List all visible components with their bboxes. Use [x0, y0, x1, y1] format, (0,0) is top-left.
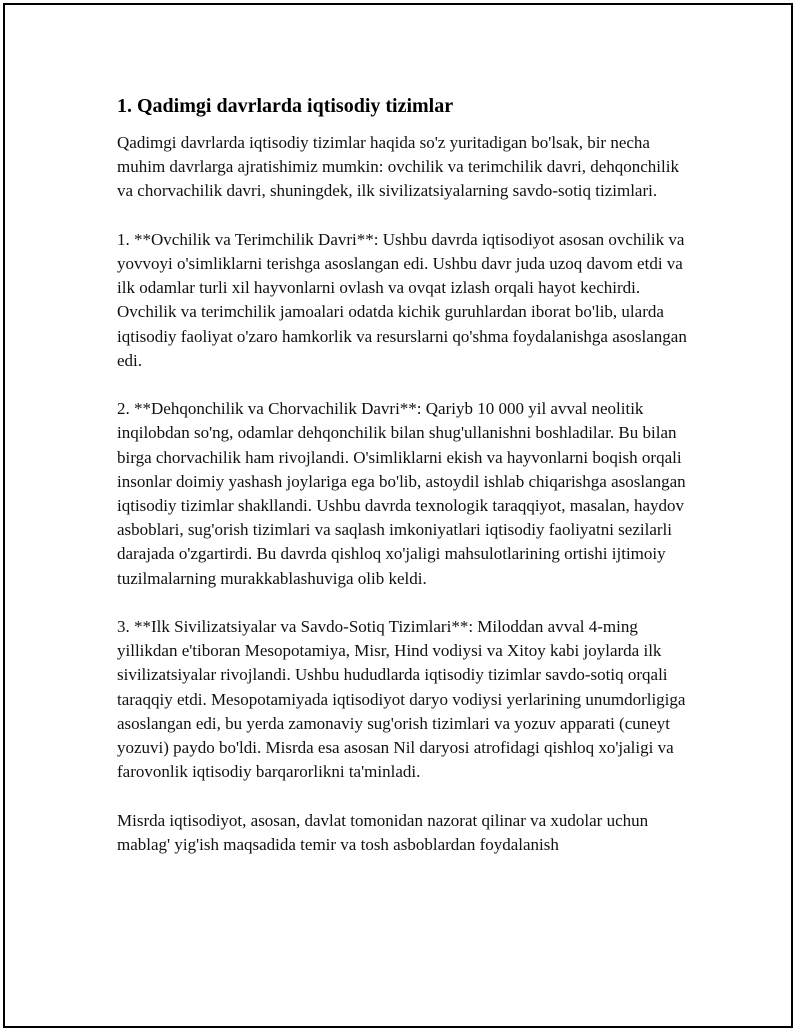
- paragraph-hunting-gathering: 1. **Ovchilik va Terimchilik Davri**: Ushbu davrda iqtisodiyot asosan ovchilik va yovvoyi o'simliklarni terishga asoslangan edi. Ushbu davr juda uzoq davom etdi va ilk odamlar turli xil hayvonlarni ovlash va ovqat izlash orqali hayot kechirdi. Ovchilik va terimchilik jamoalari odatda kichik guruhlardan iborat bo'lib, ularda iqtisodiy faoliyat o'zaro hamkorlik va resurslarni qo'shma foydalanishga asoslangan edi.: [117, 229, 687, 370]
- intro-paragraph: Qadimgi davrlarda iqtisodiy tizimlar haqida so'z yuritadigan bo'lsak, bir necha muhim davrlarga ajratishimiz mumkin: ovchilik va terimchilik davri, dehqonchilik va chorvachilik davri, shuningdek, ilk sivilizatsiyalarning savdo-sotiq tizimlari.: [117, 133, 679, 201]
- document-body: [117, 92, 697, 857]
- paragraph-agriculture-herding: 2. **Dehqonchilik va Chorvachilik Davri**: Qariyb 10 000 yil avval neolitik inqilobdan so'ng, odamlar dehqonchilik bilan shug'ullanishni boshladilar. Bu bilan birga chorvachilik ham rivojlandi. O'simliklarni ekish va hayvonlarni boqish orqali insonlar doimiy yashash joylariga ega bo'lib, astoydil ishlab chiqarishga asoslangan iqtisodiy tizimlar shakllandi. Ushbu davrda texnologik taraqqiyot, masalan, haydov asboblari, sug'orish tizimlari va saqlash imkoniyatlari iqtisodiy faoliyatni sezilarli darajada o'zgartirdi. Bu davrda qishloq xo'jaligi mahsulotlarining ortishi ijtimoiy tuzilmalarning murakkablashuviga olib keldi.: [117, 399, 686, 588]
- paragraph-early-civilizations: 3. **Ilk Sivilizatsiyalar va Savdo-Sotiq Tizimlari**: Miloddan avval 4-ming yillikdan e'tiboran Mesopotamiya, Misr, Hind vodiysi va Xitoy kabi joylarda ilk sivilizatsiyalar rivojlandi. Ushbu hududlarda iqtisodiy tizimlar savdo-sotiq orqali taraqqiy etdi. Mesopotamiyada iqtisodiyot daryo vodiysi yerlarining unumdorligiga asoslangan edi, bu yerda zamonaviy sug'orish tizimlari va yozuv apparati (cuneyt yozuvi) paydo bo'ldi. Misrda esa asosan Nil daryosi atrofidagi qishloq xo'jaligi va farovonlik iqtisodiy barqarorlikni ta'minladi.: [117, 617, 686, 782]
- section-heading: 1. Qadimgi davrlarda iqtisodiy tizimlar: [117, 95, 454, 117]
- paragraph-egypt-economy: Misrda iqtisodiyot, asosan, davlat tomonidan nazorat qilinar va xudolar uchun mablag' yig'ish maqsadida temir va tosh asboblardan foydalanish: [117, 810, 649, 854]
